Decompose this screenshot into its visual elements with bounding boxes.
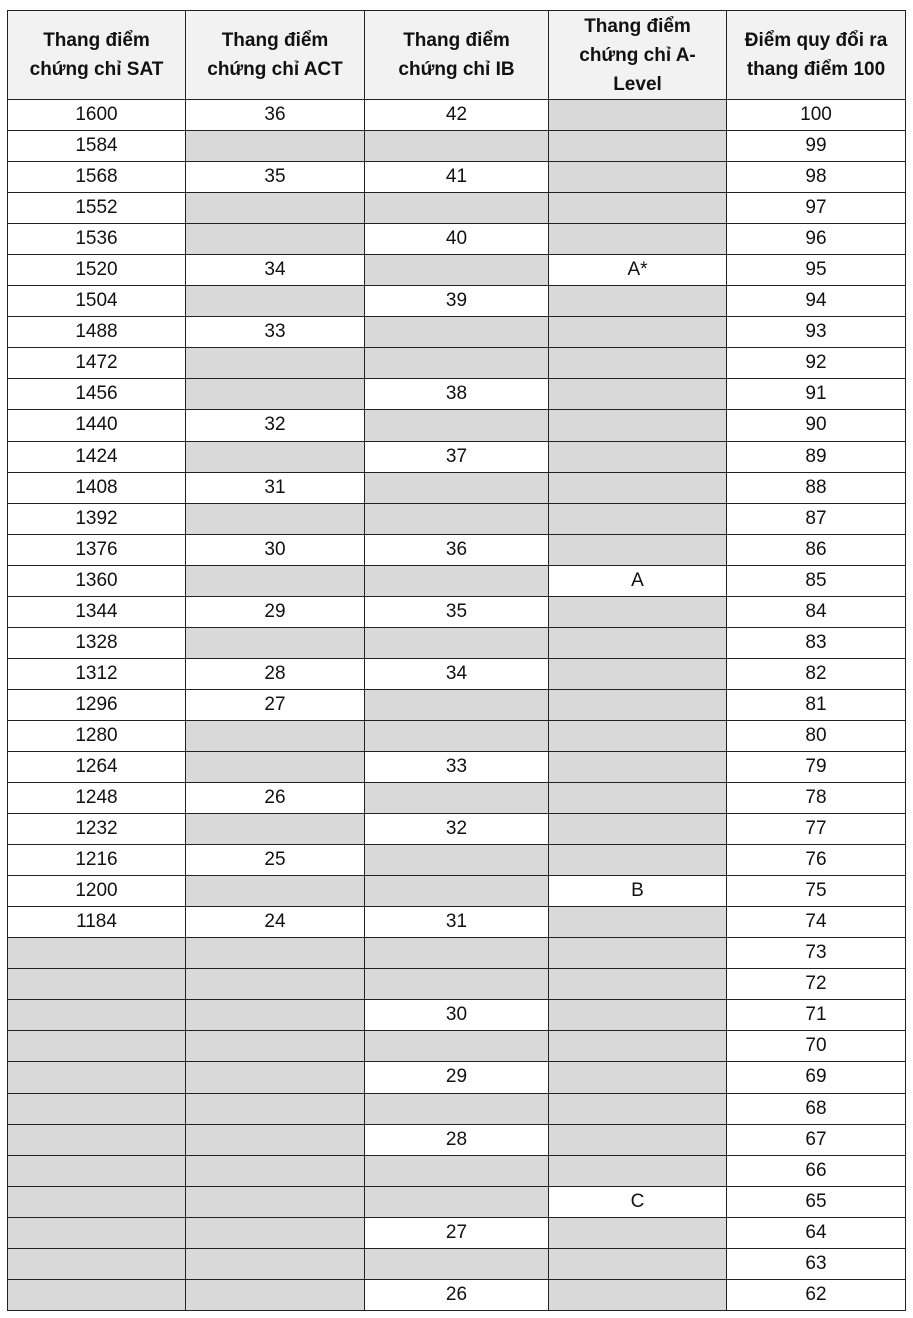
table-row: [8, 565, 906, 596]
act-cell: 24: [186, 907, 365, 938]
score-100-cell: 65: [727, 1186, 906, 1217]
a-level-cell: [549, 596, 727, 627]
ib-cell: 28: [365, 1124, 549, 1155]
score-100-cell: 70: [727, 1031, 906, 1062]
sat-cell: 1280: [8, 720, 186, 751]
ib-cell: [365, 131, 549, 162]
act-cell: [186, 1217, 365, 1248]
score-100-cell: 81: [727, 689, 906, 720]
sat-cell: 1408: [8, 472, 186, 503]
act-cell: [186, 814, 365, 845]
table-row: [8, 1062, 906, 1093]
ib-cell: 30: [365, 1000, 549, 1031]
act-cell: 26: [186, 783, 365, 814]
sat-cell: 1264: [8, 751, 186, 782]
header-sat: Thang điểm chứng chỉ SAT: [8, 11, 186, 100]
score-100-cell: 62: [727, 1279, 906, 1310]
sat-cell: 1584: [8, 131, 186, 162]
header-a-level: Thang điểm chứng chỉ A-Level: [549, 11, 727, 100]
ib-cell: [365, 193, 549, 224]
table-row: [8, 720, 906, 751]
table-header: [8, 11, 906, 100]
act-cell: [186, 1248, 365, 1279]
act-cell: [186, 1124, 365, 1155]
a-level-cell: [549, 286, 727, 317]
score-100-cell: 73: [727, 938, 906, 969]
score-100-cell: 63: [727, 1248, 906, 1279]
ib-cell: 31: [365, 907, 549, 938]
act-cell: [186, 969, 365, 1000]
score-100-cell: 90: [727, 410, 906, 441]
score-conversion-table: [7, 10, 906, 1311]
table-row: [8, 938, 906, 969]
a-level-cell: [549, 131, 727, 162]
score-100-cell: 75: [727, 876, 906, 907]
header-act: Thang điểm chứng chỉ ACT: [186, 11, 365, 100]
act-cell: [186, 876, 365, 907]
sat-cell: [8, 1186, 186, 1217]
act-cell: [186, 1062, 365, 1093]
sat-cell: 1504: [8, 286, 186, 317]
table-row: [8, 1217, 906, 1248]
table-row: [8, 1093, 906, 1124]
a-level-cell: [549, 1279, 727, 1310]
a-level-cell: C: [549, 1186, 727, 1217]
score-100-cell: 78: [727, 783, 906, 814]
ib-cell: 38: [365, 379, 549, 410]
sat-cell: 1296: [8, 689, 186, 720]
score-100-cell: 97: [727, 193, 906, 224]
act-cell: 32: [186, 410, 365, 441]
sat-cell: [8, 969, 186, 1000]
score-100-cell: 71: [727, 1000, 906, 1031]
table-row: [8, 1124, 906, 1155]
ib-cell: 29: [365, 1062, 549, 1093]
act-cell: 36: [186, 100, 365, 131]
table-row: [8, 907, 906, 938]
table-row: [8, 1186, 906, 1217]
sat-cell: 1520: [8, 255, 186, 286]
act-cell: 33: [186, 317, 365, 348]
act-cell: 27: [186, 689, 365, 720]
table-row: [8, 627, 906, 658]
act-cell: [186, 193, 365, 224]
score-100-cell: 100: [727, 100, 906, 131]
table-row: [8, 689, 906, 720]
act-cell: 29: [186, 596, 365, 627]
ib-cell: 35: [365, 596, 549, 627]
sat-cell: [8, 1217, 186, 1248]
sat-cell: [8, 1031, 186, 1062]
ib-cell: [365, 410, 549, 441]
a-level-cell: [549, 224, 727, 255]
sat-cell: [8, 1062, 186, 1093]
table-row: [8, 876, 906, 907]
ib-cell: [365, 938, 549, 969]
header-row: [8, 11, 906, 100]
act-cell: [186, 720, 365, 751]
score-100-cell: 66: [727, 1155, 906, 1186]
sat-cell: 1200: [8, 876, 186, 907]
a-level-cell: [549, 1155, 727, 1186]
ib-cell: [365, 1248, 549, 1279]
ib-cell: [365, 503, 549, 534]
score-100-cell: 64: [727, 1217, 906, 1248]
act-cell: 34: [186, 255, 365, 286]
table-row: [8, 162, 906, 193]
score-100-cell: 79: [727, 751, 906, 782]
sat-cell: 1376: [8, 534, 186, 565]
table-row: [8, 503, 906, 534]
ib-cell: [365, 472, 549, 503]
ib-cell: [365, 969, 549, 1000]
a-level-cell: A: [549, 565, 727, 596]
table-row: [8, 1279, 906, 1310]
table-row: [8, 193, 906, 224]
ib-cell: 26: [365, 1279, 549, 1310]
score-100-cell: 86: [727, 534, 906, 565]
sat-cell: 1328: [8, 627, 186, 658]
act-cell: [186, 131, 365, 162]
sat-cell: 1360: [8, 565, 186, 596]
sat-cell: 1184: [8, 907, 186, 938]
act-cell: [186, 1031, 365, 1062]
score-100-cell: 74: [727, 907, 906, 938]
act-cell: [186, 1000, 365, 1031]
ib-cell: [365, 348, 549, 379]
sat-cell: [8, 1000, 186, 1031]
act-cell: 30: [186, 534, 365, 565]
ib-cell: [365, 565, 549, 596]
ib-cell: [365, 1186, 549, 1217]
act-cell: 31: [186, 472, 365, 503]
act-cell: [186, 565, 365, 596]
act-cell: 25: [186, 845, 365, 876]
a-level-cell: [549, 441, 727, 472]
table-row: [8, 224, 906, 255]
act-cell: [186, 348, 365, 379]
ib-cell: [365, 627, 549, 658]
a-level-cell: [549, 503, 727, 534]
score-100-cell: 80: [727, 720, 906, 751]
ib-cell: [365, 317, 549, 348]
a-level-cell: [549, 689, 727, 720]
sat-cell: [8, 938, 186, 969]
ib-cell: [365, 1155, 549, 1186]
a-level-cell: [549, 1093, 727, 1124]
table-row: [8, 783, 906, 814]
a-level-cell: [549, 938, 727, 969]
table-row: [8, 348, 906, 379]
table-row: [8, 472, 906, 503]
score-100-cell: 82: [727, 658, 906, 689]
sat-cell: 1232: [8, 814, 186, 845]
sat-cell: [8, 1155, 186, 1186]
act-cell: [186, 503, 365, 534]
score-100-cell: 76: [727, 845, 906, 876]
a-level-cell: [549, 845, 727, 876]
a-level-cell: [549, 1124, 727, 1155]
sat-cell: [8, 1124, 186, 1155]
a-level-cell: [549, 627, 727, 658]
sat-cell: 1440: [8, 410, 186, 441]
table-row: [8, 410, 906, 441]
sat-cell: 1216: [8, 845, 186, 876]
ib-cell: [365, 1093, 549, 1124]
a-level-cell: [549, 1062, 727, 1093]
score-100-cell: 67: [727, 1124, 906, 1155]
a-level-cell: [549, 100, 727, 131]
sat-cell: 1312: [8, 658, 186, 689]
score-100-cell: 85: [727, 565, 906, 596]
a-level-cell: [549, 783, 727, 814]
score-100-cell: 94: [727, 286, 906, 317]
act-cell: [186, 286, 365, 317]
score-100-cell: 91: [727, 379, 906, 410]
act-cell: 28: [186, 658, 365, 689]
table-row: [8, 596, 906, 627]
score-100-cell: 92: [727, 348, 906, 379]
score-100-cell: 72: [727, 969, 906, 1000]
score-100-cell: 99: [727, 131, 906, 162]
ib-cell: 40: [365, 224, 549, 255]
a-level-cell: [549, 410, 727, 441]
ib-cell: 33: [365, 751, 549, 782]
ib-cell: 27: [365, 1217, 549, 1248]
score-100-cell: 89: [727, 441, 906, 472]
ib-cell: 39: [365, 286, 549, 317]
sat-cell: 1248: [8, 783, 186, 814]
table-row: [8, 751, 906, 782]
act-cell: [186, 441, 365, 472]
sat-cell: [8, 1248, 186, 1279]
a-level-cell: [549, 1000, 727, 1031]
a-level-cell: A*: [549, 255, 727, 286]
table-row: [8, 379, 906, 410]
sat-cell: 1536: [8, 224, 186, 255]
score-100-cell: 96: [727, 224, 906, 255]
table-row: [8, 100, 906, 131]
a-level-cell: [549, 193, 727, 224]
ib-cell: 32: [365, 814, 549, 845]
sat-cell: [8, 1093, 186, 1124]
sat-cell: 1456: [8, 379, 186, 410]
table-row: [8, 534, 906, 565]
a-level-cell: [549, 658, 727, 689]
table-row: [8, 131, 906, 162]
a-level-cell: [549, 1031, 727, 1062]
table-row: [8, 1155, 906, 1186]
ib-cell: [365, 783, 549, 814]
sat-cell: 1344: [8, 596, 186, 627]
table-row: [8, 1248, 906, 1279]
sat-cell: 1552: [8, 193, 186, 224]
score-100-cell: 69: [727, 1062, 906, 1093]
act-cell: [186, 224, 365, 255]
table-row: [8, 658, 906, 689]
score-100-cell: 95: [727, 255, 906, 286]
ib-cell: [365, 689, 549, 720]
ib-cell: 37: [365, 441, 549, 472]
sat-cell: 1472: [8, 348, 186, 379]
ib-cell: [365, 720, 549, 751]
table-row: [8, 255, 906, 286]
sat-cell: 1392: [8, 503, 186, 534]
a-level-cell: [549, 720, 727, 751]
a-level-cell: [549, 969, 727, 1000]
ib-cell: [365, 255, 549, 286]
a-level-cell: [549, 1217, 727, 1248]
act-cell: [186, 1279, 365, 1310]
table-body: [8, 100, 906, 1311]
header-score-100: Điểm quy đổi ra thang điểm 100: [727, 11, 906, 100]
table-row: [8, 441, 906, 472]
table-row: [8, 1000, 906, 1031]
sat-cell: 1488: [8, 317, 186, 348]
ib-cell: [365, 876, 549, 907]
sat-cell: 1600: [8, 100, 186, 131]
score-100-cell: 87: [727, 503, 906, 534]
a-level-cell: [549, 907, 727, 938]
ib-cell: 42: [365, 100, 549, 131]
a-level-cell: [549, 162, 727, 193]
act-cell: [186, 379, 365, 410]
a-level-cell: [549, 348, 727, 379]
table-row: [8, 286, 906, 317]
act-cell: [186, 1186, 365, 1217]
score-100-cell: 98: [727, 162, 906, 193]
act-cell: [186, 938, 365, 969]
table-row: [8, 969, 906, 1000]
ib-cell: 34: [365, 658, 549, 689]
sat-cell: 1424: [8, 441, 186, 472]
header-ib: Thang điểm chứng chỉ IB: [365, 11, 549, 100]
table-row: [8, 845, 906, 876]
ib-cell: 41: [365, 162, 549, 193]
act-cell: [186, 1093, 365, 1124]
sat-cell: 1568: [8, 162, 186, 193]
score-100-cell: 77: [727, 814, 906, 845]
table-row: [8, 1031, 906, 1062]
table-row: [8, 317, 906, 348]
a-level-cell: [549, 379, 727, 410]
act-cell: [186, 1155, 365, 1186]
a-level-cell: [549, 814, 727, 845]
a-level-cell: [549, 1248, 727, 1279]
ib-cell: [365, 1031, 549, 1062]
table-row: [8, 814, 906, 845]
act-cell: [186, 751, 365, 782]
ib-cell: [365, 845, 549, 876]
score-100-cell: 93: [727, 317, 906, 348]
a-level-cell: [549, 751, 727, 782]
score-100-cell: 68: [727, 1093, 906, 1124]
score-100-cell: 84: [727, 596, 906, 627]
act-cell: [186, 627, 365, 658]
act-cell: 35: [186, 162, 365, 193]
sat-cell: [8, 1279, 186, 1310]
a-level-cell: B: [549, 876, 727, 907]
a-level-cell: [549, 472, 727, 503]
ib-cell: 36: [365, 534, 549, 565]
score-100-cell: 83: [727, 627, 906, 658]
a-level-cell: [549, 317, 727, 348]
a-level-cell: [549, 534, 727, 565]
score-100-cell: 88: [727, 472, 906, 503]
